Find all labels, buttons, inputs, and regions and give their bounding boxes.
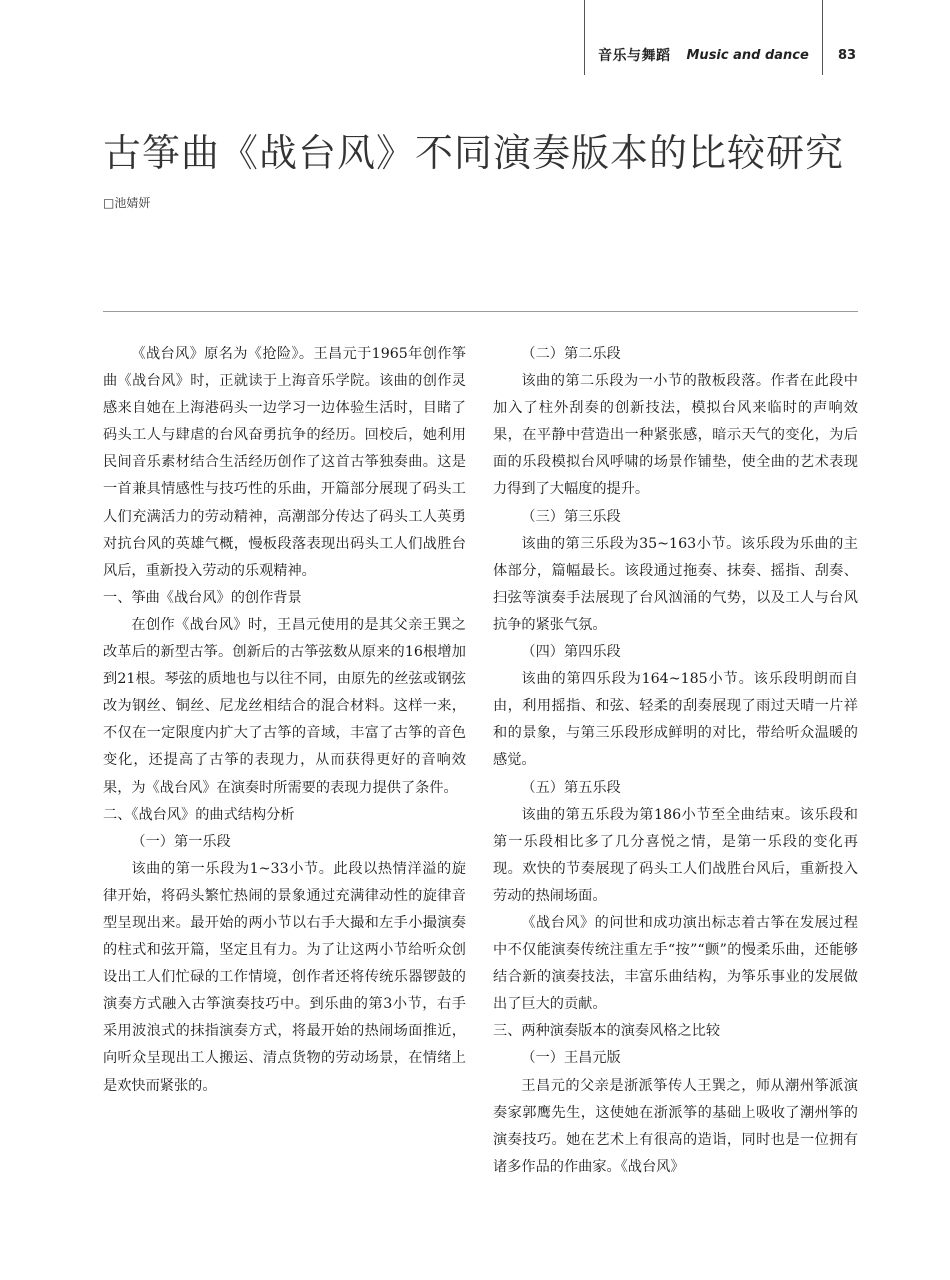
subsection-heading: （一）王昌元版 bbox=[521, 1050, 621, 1067]
title-divider bbox=[103, 311, 858, 312]
article-author: □池婧妍 bbox=[103, 196, 151, 210]
body-paragraph: 该曲的第四乐段为164~185小节。该乐段明朗而自由，利用摇指、和弦、轻柔的刮奏展现了雨过天晴一片祥和的景象，与第三乐段形成鲜明的对比，带给听众温暖的感觉。 bbox=[493, 671, 858, 769]
section-heading: 三、两种演奏版本的演奏风格之比较 bbox=[493, 1023, 721, 1040]
header-divider-left bbox=[584, 0, 585, 75]
subsection-heading: （二）第二乐段 bbox=[521, 346, 621, 362]
body-paragraph: 该曲的第三乐段为35~163小节。该乐段为乐曲的主体部分，篇幅最长。该段通过拖奏、抹奏、摇指、刮奏、扫弦等演奏手法展现了台风汹涌的气势，以及工人与台风抗争的紧张气氛。 bbox=[493, 535, 858, 633]
subsection-heading: （五）第五乐段 bbox=[521, 779, 621, 796]
article-title: 古筝曲《战台风》不同演奏版本的比较研究 bbox=[103, 131, 845, 175]
left-column bbox=[103, 341, 466, 1100]
body-paragraph: 该曲的第一乐段为1~33小节。此段以热情洋溢的旋律开始，将码头繁忙热闹的景象通过充满律动性的旋律音型呈现出来。最开始的两小节以右手大撮和左手小撮演奏的柱式和弦开篇，坚定且有力。为了让这两小节给听众创设出工人们忙碌的工作情境，创作者还将传统乐器锣鼓的演奏方式融入古筝演奏技巧中。到乐曲的第3小节，右手采用波浪式的抹指演奏方式，将最开始的热闹场面推近，向听众呈现出工人搬运、清点货物的劳动场景，在情绪上是欢快而紧张的。 bbox=[103, 860, 466, 1094]
running-header bbox=[598, 44, 863, 66]
subsection-heading: （三）第三乐段 bbox=[521, 508, 621, 525]
right-column bbox=[493, 341, 858, 1181]
subsection-heading: （一）第一乐段 bbox=[131, 833, 231, 850]
section-heading: 一、筝曲《战台风》的创作背景 bbox=[103, 589, 302, 606]
body-paragraph: 王昌元的父亲是浙派筝传人王巽之，师从潮州筝派演奏家郭鹰先生，这使她在浙派筝的基础上吸收了潮州筝的演奏技巧。她在艺术上有很高的造诣，同时也是一位拥有诸多作品的作曲家。《战台风》 bbox=[493, 1077, 858, 1175]
page-number: 83 bbox=[838, 47, 857, 63]
body-paragraph: 《战台风》原名为《抢险》。王昌元于1965年创作筝曲《战台风》时，正就读于上海音乐学院。该曲的创作灵感来自她在上海港码头一边学习一边体验生活时，目睹了码头工人与肆虐的台风奋勇抗争的经历。回校后，她利用民间音乐素材结合生活经历创作了这首古筝独奏曲。这是一首兼具情感性与技巧性的乐曲，开篇部分展现了码头工人们充满活力的劳动精神，高潮部分传达了码头工人英勇对抗台风的英雄气概，慢板段落表现出码头工人们战胜台风后，重新投入劳动的乐观精神。 bbox=[103, 346, 466, 579]
section-title-en: Music and dance bbox=[686, 47, 809, 63]
section-title-cn: 音乐与舞蹈 bbox=[598, 48, 671, 64]
body-paragraph: 《战台风》的问世和成功演出标志着古筝在发展过程中不仅能演奏传统注重左手“按”“颤”的慢柔乐曲，还能够结合新的演奏技法，丰富乐曲结构，为筝乐事业的发展做出了巨大的贡献。 bbox=[493, 914, 858, 1013]
subsection-heading: （四）第四乐段 bbox=[521, 644, 621, 661]
body-paragraph: 在创作《战台风》时，王昌元使用的是其父亲王巽之改革后的新型古筝。创新后的古筝弦数从原来的16根增加到21根。琴弦的质地也与以往不同，由原先的丝弦或钢弦改为钢丝、铜丝、尼龙丝相结合的混合材料。这样一来，不仅在一定限度内扩大了古筝的音域，丰富了古筝的音色变化，还提高了古筝的表现力，从而获得更好的音响效果，为《战台风》在演奏时所需要的表现力提供了条件。 bbox=[103, 616, 466, 796]
body-paragraph: 该曲的第二乐段为一小节的散板段落。作者在此段中加入了柱外刮奏的创新技法，模拟台风来临时的声响效果，在平静中营造出一种紧张感，暗示天气的变化，为后面的乐段模拟台风呼啸的场景作铺垫，使全曲的艺术表现力得到了大幅度的提升。 bbox=[493, 373, 858, 498]
body-paragraph: 该曲的第五乐段为第186小节至全曲结束。该乐段和第一乐段相比多了几分喜悦之情，是第一乐段的变化再现。欢快的节奏展现了码头工人们战胜台风后，重新投入劳动的热闹场面。 bbox=[493, 806, 858, 904]
section-heading: 二、《战台风》的曲式结构分析 bbox=[103, 806, 295, 823]
